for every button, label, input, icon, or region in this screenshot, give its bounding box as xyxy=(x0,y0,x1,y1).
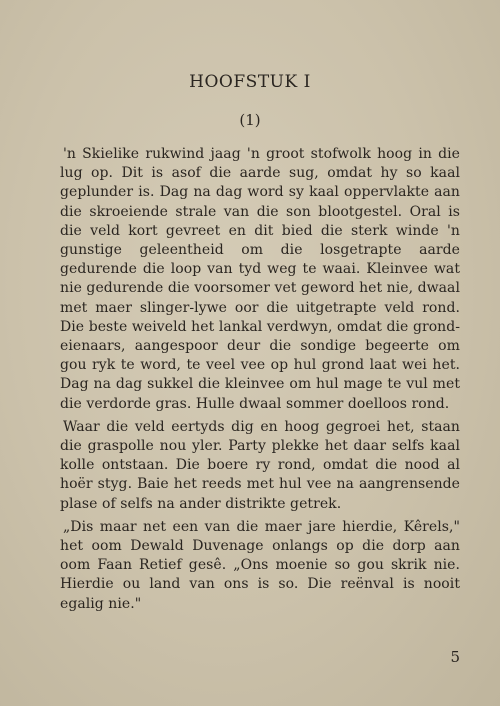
paragraph: Waar die veld eertyds dig en hoog gegroei het, staan die graspolle nou yler. Party plekke het daar selfs kaal kolle ontstaan. Die boere ry rond, omdat die nood al hoër styg. Baie het reeds met hul vee na aangrensende plase of selfs na ander distrikte getrek. xyxy=(60,418,460,512)
paragraph: 'n Skielike rukwind jaag 'n groot stofwolk hoog in die lug op. Dit is asof die aarde sug, omdat hy so kaal geplunder is. Dag na dag word sy kaal oppervlakte aan die skroeiende strale van die son blootgestel. Oral is die veld kort gevreet en dit bied die sterk winde 'n gunstige geleentheid om die losgetrapte aarde gedurende die loop van tyd weg te waai. Kleinvee wat nie gedurende die voorsomer vet geword het nie, dwaal met maer slinger-lywe oor die uitgetrapte veld rond. Die beste weiveld het lankal verdwyn, omdat die grondeienaars, aangespoor deur die sondige begeerte om gou ryk te word, te veel vee op hul grond laat wei het. Dag na dag sukkel die kleinvee om hul mage te vul met die verdorde gras. Hulle dwaal sommer doelloos rond. xyxy=(60,146,460,412)
page-number: 5 xyxy=(450,648,460,666)
chapter-title: HOOFSTUK I xyxy=(189,72,311,92)
section-number: (1) xyxy=(239,111,261,129)
body-text xyxy=(60,145,460,618)
paragraph: „Dis maar net een van die maer jare hierdie, Kêrels," het oom Dewald Duvenage onlangs op die dorp aan oom Faan Retief gesê. „Ons moenie so gou skrik nie. Hierdie ou land van ons is so. Die reënval is nooit egalig nie." xyxy=(60,518,460,612)
